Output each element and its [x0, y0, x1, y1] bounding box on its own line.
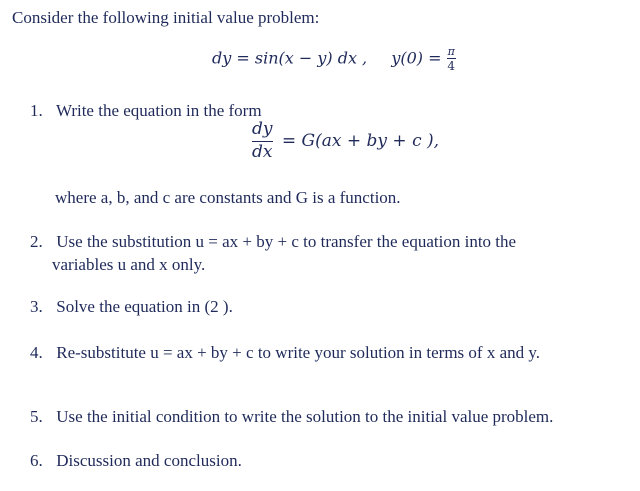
dy-dx-fraction	[252, 121, 273, 162]
item-text: Re-substitute u = ax + by + c to write your solution in terms of x and y.	[56, 343, 541, 362]
ivp-equation	[212, 46, 456, 72]
item-text-continued: variables u and x only.	[52, 255, 206, 274]
list-item	[30, 232, 516, 252]
list-item	[30, 407, 553, 427]
fraction-denominator: 4	[447, 59, 456, 73]
item-number: 6.	[30, 451, 43, 470]
list-item	[30, 297, 233, 317]
item-number: 3.	[30, 297, 43, 316]
where-text: where a, b, and c are constants and G is a function.	[55, 188, 401, 207]
item-text: Discussion and conclusion.	[56, 451, 242, 470]
fraction-numerator: dy	[252, 119, 273, 139]
fraction-denominator: dx	[252, 141, 273, 162]
intro-text: Consider the following initial value problem:	[12, 8, 320, 27]
target-form-equation	[252, 121, 439, 162]
list-item	[30, 451, 242, 471]
list-item	[30, 101, 262, 121]
pi-over-4-fraction	[447, 46, 456, 72]
item-text: Use the initial condition to write the solution to the initial value problem.	[56, 407, 554, 426]
equation-rhs: = G(ax + by + c ),	[281, 130, 440, 151]
differential-equation: dy = sin(x − y) dx ,	[212, 48, 368, 68]
item-number: 5.	[30, 407, 43, 426]
item-number: 4.	[30, 343, 43, 362]
item-text: Use the substitution u = ax + by + c to transfer the equation into the	[56, 232, 517, 251]
item-number: 2.	[30, 232, 43, 251]
initial-condition: y(0) =	[391, 48, 447, 68]
list-item	[30, 343, 540, 363]
item-number: 1.	[30, 101, 43, 120]
fraction-numerator: π	[447, 45, 455, 58]
item-text: Solve the equation in (2 ).	[56, 297, 233, 316]
item-text: Write the equation in the form	[55, 101, 262, 120]
